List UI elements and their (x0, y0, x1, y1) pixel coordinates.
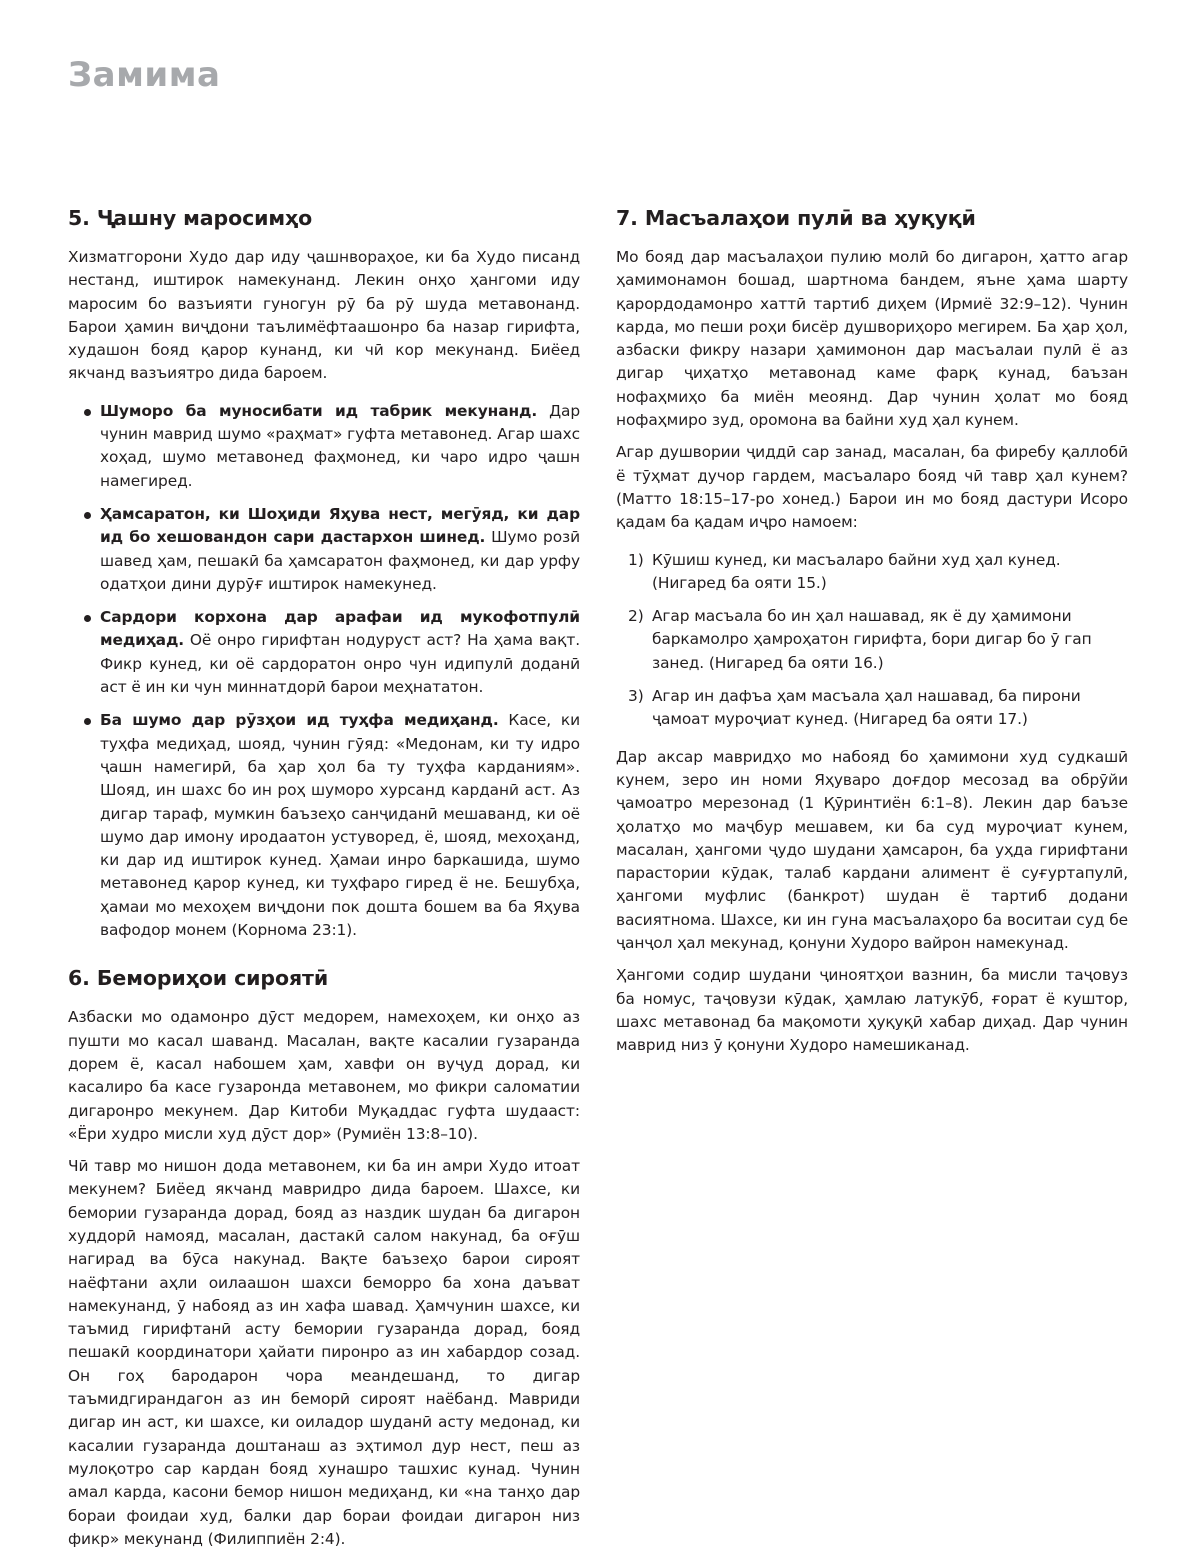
section-7-paragraph-3: Дар аксар мавридҳо мо набояд бо ҳамимони худ судкашӣ кунем, зеро ин номи Яҳуваро доғдор месозад ва обрӯйи ҷамоатро мерезонад (1 Қӯринтиён 6:1–8). Лекин дар баъзе ҳолатҳо мо маҷбур мешавем, ки ба суд муроҷиат кунем, масалан, ҳангоми ҷудо шудани ҳамсарон, ба уҳда гирифтани парастории кӯдак, талаб кардани алимент ё суғуртапулӣ, ҳангоми муфлис (банкрот) шудан ё тартиб додани васиятнома. Шахсе, ки ин гуна масъалаҳоро ба воситаи суд бе ҷанҷол ҳал мекунад, қонуни Худоро вайрон намекунад. (616, 747, 1128, 953)
step-number: 1) (628, 550, 644, 569)
bullet-text: Касе, ки туҳфа медиҳад, шояд, чунин гӯяд: «Медонам, ки ту идро ҷашн намегирӣ, ба ҳар ҳол ба ту туҳфа карданиям». Шояд, ин шахс бо ин роҳ шуморо хурсанд карданӣ аст. Аз дигар тараф, мумкин баъзеҳо санҷиданӣ мешаванд, ки оё шумо дар имону иродаатон устуворед, ё, шояд, мехоҳанд, ки дар ид иштирок кунед. Ҳамаи инро баркашида, шумо метавонед қарор кунед, ки туҳфаро гиред ё не. Бешубҳа, ҳамаи мо мехоҳем виҷдони пок дошта бошем ва ба Яҳува вафодор монем (Корнома 23:1). (100, 711, 580, 940)
section-5-bullet-list (68, 400, 580, 943)
section-7-paragraph-4: Ҳангоми содир шудани ҷиноятҳои вазнин, ба мисли таҷовуз ба номус, таҷовузи кӯдак, ҳамлаю латукӯб, ғорат ё куштор, шахс метавонад ба мақомоти ҳуқуқӣ хабар диҳад. Дар чунин маврид низ ӯ қонуни Худоро намешиканад. (616, 966, 1128, 1055)
step-text: Кӯшиш кунед, ки масъаларо байни худ ҳал кунед. (Нигаред ба ояти 15.) (652, 550, 1061, 592)
bullet-item (68, 503, 580, 596)
bullet-item (68, 709, 580, 942)
section-7-paragraph-1: Мо бояд дар масъалаҳои пулию молӣ бо дигарон, ҳатто агар ҳамимонамон бошад, шартнома бандем, яъне ҳама шарту қарордодамонро хаттӣ тартиб диҳем (Ирмиё 32:9–12). Чунин карда, мо пеши роҳи бисёр душвориҳоро мегирем. Ба ҳар ҳол, азбаски фикру назари ҳамимонон дар масъалаи пулӣ ё аз дигар ҷиҳатҳо метавонад каме фарқ кунад, баъзан нофаҳмиҳо ба миён меоянд. Дар чунин ҳолат мо бояд нофаҳмиро зуд, оромона ва байни худ ҳал кунем. (616, 248, 1128, 430)
bullet-dot-icon (84, 615, 91, 622)
bullet-dot-icon (84, 718, 91, 725)
section-infectious-diseases (68, 964, 580, 1551)
bullet-text: Дар чунин маврид шумо «раҳмат» гуфта метавонед. Агар шахс хоҳад, шумо метавонед фаҳмонед, ки чаро идро ҷашн намегиред. (100, 401, 581, 490)
section-celebrations (68, 204, 580, 942)
left-column (68, 204, 580, 1560)
section-5-title: 5. Ҷашну маросимҳо (68, 206, 313, 230)
step-number: 3) (628, 687, 644, 706)
step-item (616, 685, 1128, 732)
bullet-bold-lead: Ҳамсаратон, ки Шоҳиди Яҳува нест, мегӯяд, ки дар ид бо хешовандон сари дастархон шинед. (100, 504, 580, 547)
bullet-bold-lead: Шуморо ба муносибати ид табрик мекунанд. (100, 401, 538, 420)
section-money-legal (616, 204, 1128, 1058)
section-6-paragraph-2: Чӣ тавр мо нишон дода метавонем, ки ба ин амри Худо итоат мекунем? Биёед якчанд мавридро дида бароем. Шахсе, ки бемории гузаранда дорад, бояд аз наздик шудан ба дигарон худдорӣ намояд, масалан, дастакӣ салом накунад, ба оғӯш нагирад ва бӯса накунад. Вақте баъзеҳо барои сироят наёфтани аҳли оилаашон шахси беморро ба хона даъват намекунанд, ӯ набояд аз ин хафа шавад. Ҳамчунин шахсе, ки таъмид гирифтанӣ асту бемории гузаранда дорад, бояд пешакӣ координатори ҳайати пиронро аз ин хабардор созад. Он гоҳ бародарон чора меандешанд, то дигар таъмидгирандагон аз ин беморӣ сироят наёбанд. Мавриди дигар ин аст, ки шахсе, ки оиладор шуданӣ асту медонад, ки касалии гузаранда доштанаш аз эҳтимол дур нест, пеш аз мулоқотро сар кардан бояд хунашро ташхис кунад. Чунин амал карда, касони бемор нишон медиҳанд, ки «на танҳо дар бораи фоидаи худ, балки дар бораи фоидаи дигарон низ фикр» мекунанд (Филиппиён 2:4). (68, 1157, 580, 1548)
bullet-bold-lead: Сардори корхона дар арафаи ид мукофотпулӣ медиҳад. (100, 608, 580, 650)
bullet-dot-icon (84, 409, 91, 416)
section-7-steps-list (616, 549, 1128, 732)
section-7-paragraph-2: Агар душвории ҷиддӣ сар занад, масалан, ба фиребу қаллобӣ ё тӯҳмат дучор гардем, масъаларо бояд чӣ тавр ҳал кунем? (Матто 18:15–17-ро хонед.) Барои ин мо бояд дастури Исоро қадам ба қадам иҷро намоем: (616, 443, 1128, 532)
section-6-paragraph-1: Азбаски мо одамонро дӯст медорем, намехоҳем, ки онҳо аз пушти мо касал шаванд. Масалан, вақте касалии гузаранда дорем ё, касал набошем ҳам, хавфи он вуҷуд дорад, ки касалиро ба касе гузаронда метавонем, мо фикри саломатии дигаронро мекунем. Дар Китоби Муқаддас гуфта шудааст: «Ёри худро мисли худ дӯст дор» (Румиён 13:8–10). (68, 1008, 580, 1143)
bullet-text: Шумо розӣ шавед ҳам, пешакӣ ба ҳамсаратон фаҳмонед, ки дар урфу одатҳои дини дурӯғ иштирок намекунед. (100, 528, 581, 593)
bullet-item (68, 606, 580, 699)
right-column (616, 204, 1128, 1067)
bullet-item (68, 400, 580, 493)
section-7-title: 7. Масъалаҳои пулӣ ва ҳуқуқӣ (616, 206, 976, 230)
step-text: Агар масъала бо ин ҳал нашавад, як ё ду ҳамимони баркамолро ҳамроҳатон гирифта, бори дигар бо ӯ гап занед. (Нигаред ба ояти 16.) (652, 607, 1092, 672)
step-text: Агар ин дафъа ҳам масъала ҳал нашавад, ба пирони ҷамоат муроҷиат кунед. (Нигаред ба ояти 17.) (652, 687, 1081, 729)
step-item (616, 605, 1128, 675)
section-5-intro: Хизматгорони Худо дар иду ҷашнвораҳое, ки ба Худо писанд нестанд, иштирок намекунанд. Лекин онҳо ҳангоми иду маросим бо вазъияти гуногун рӯ ба рӯ шуда метавонанд. Барои ҳамин виҷдони таълимёфтаашонро ба назар гирифта, худашон бояд қарор кунанд, ки чӣ кор мекунанд. Биёед якчанд вазъиятро дида бароем. (68, 248, 580, 383)
step-item (616, 549, 1128, 596)
section-6-title: 6. Бемориҳои сироятӣ (68, 966, 329, 991)
bullet-dot-icon (84, 512, 91, 519)
bullet-text: Оё онро гирифтан нодуруст аст? На ҳама вақт. Фикр кунед, ки оё сардоратон онро чун идипулӣ доданӣ аст ё ин ки чун миннатдорӣ барои меҳнататон. (100, 631, 580, 697)
step-number: 2) (628, 607, 644, 626)
page-header-title: Замима (68, 55, 221, 95)
bullet-bold-lead: Ба шумо дар рӯзҳои ид туҳфа медиҳанд. (100, 711, 499, 730)
